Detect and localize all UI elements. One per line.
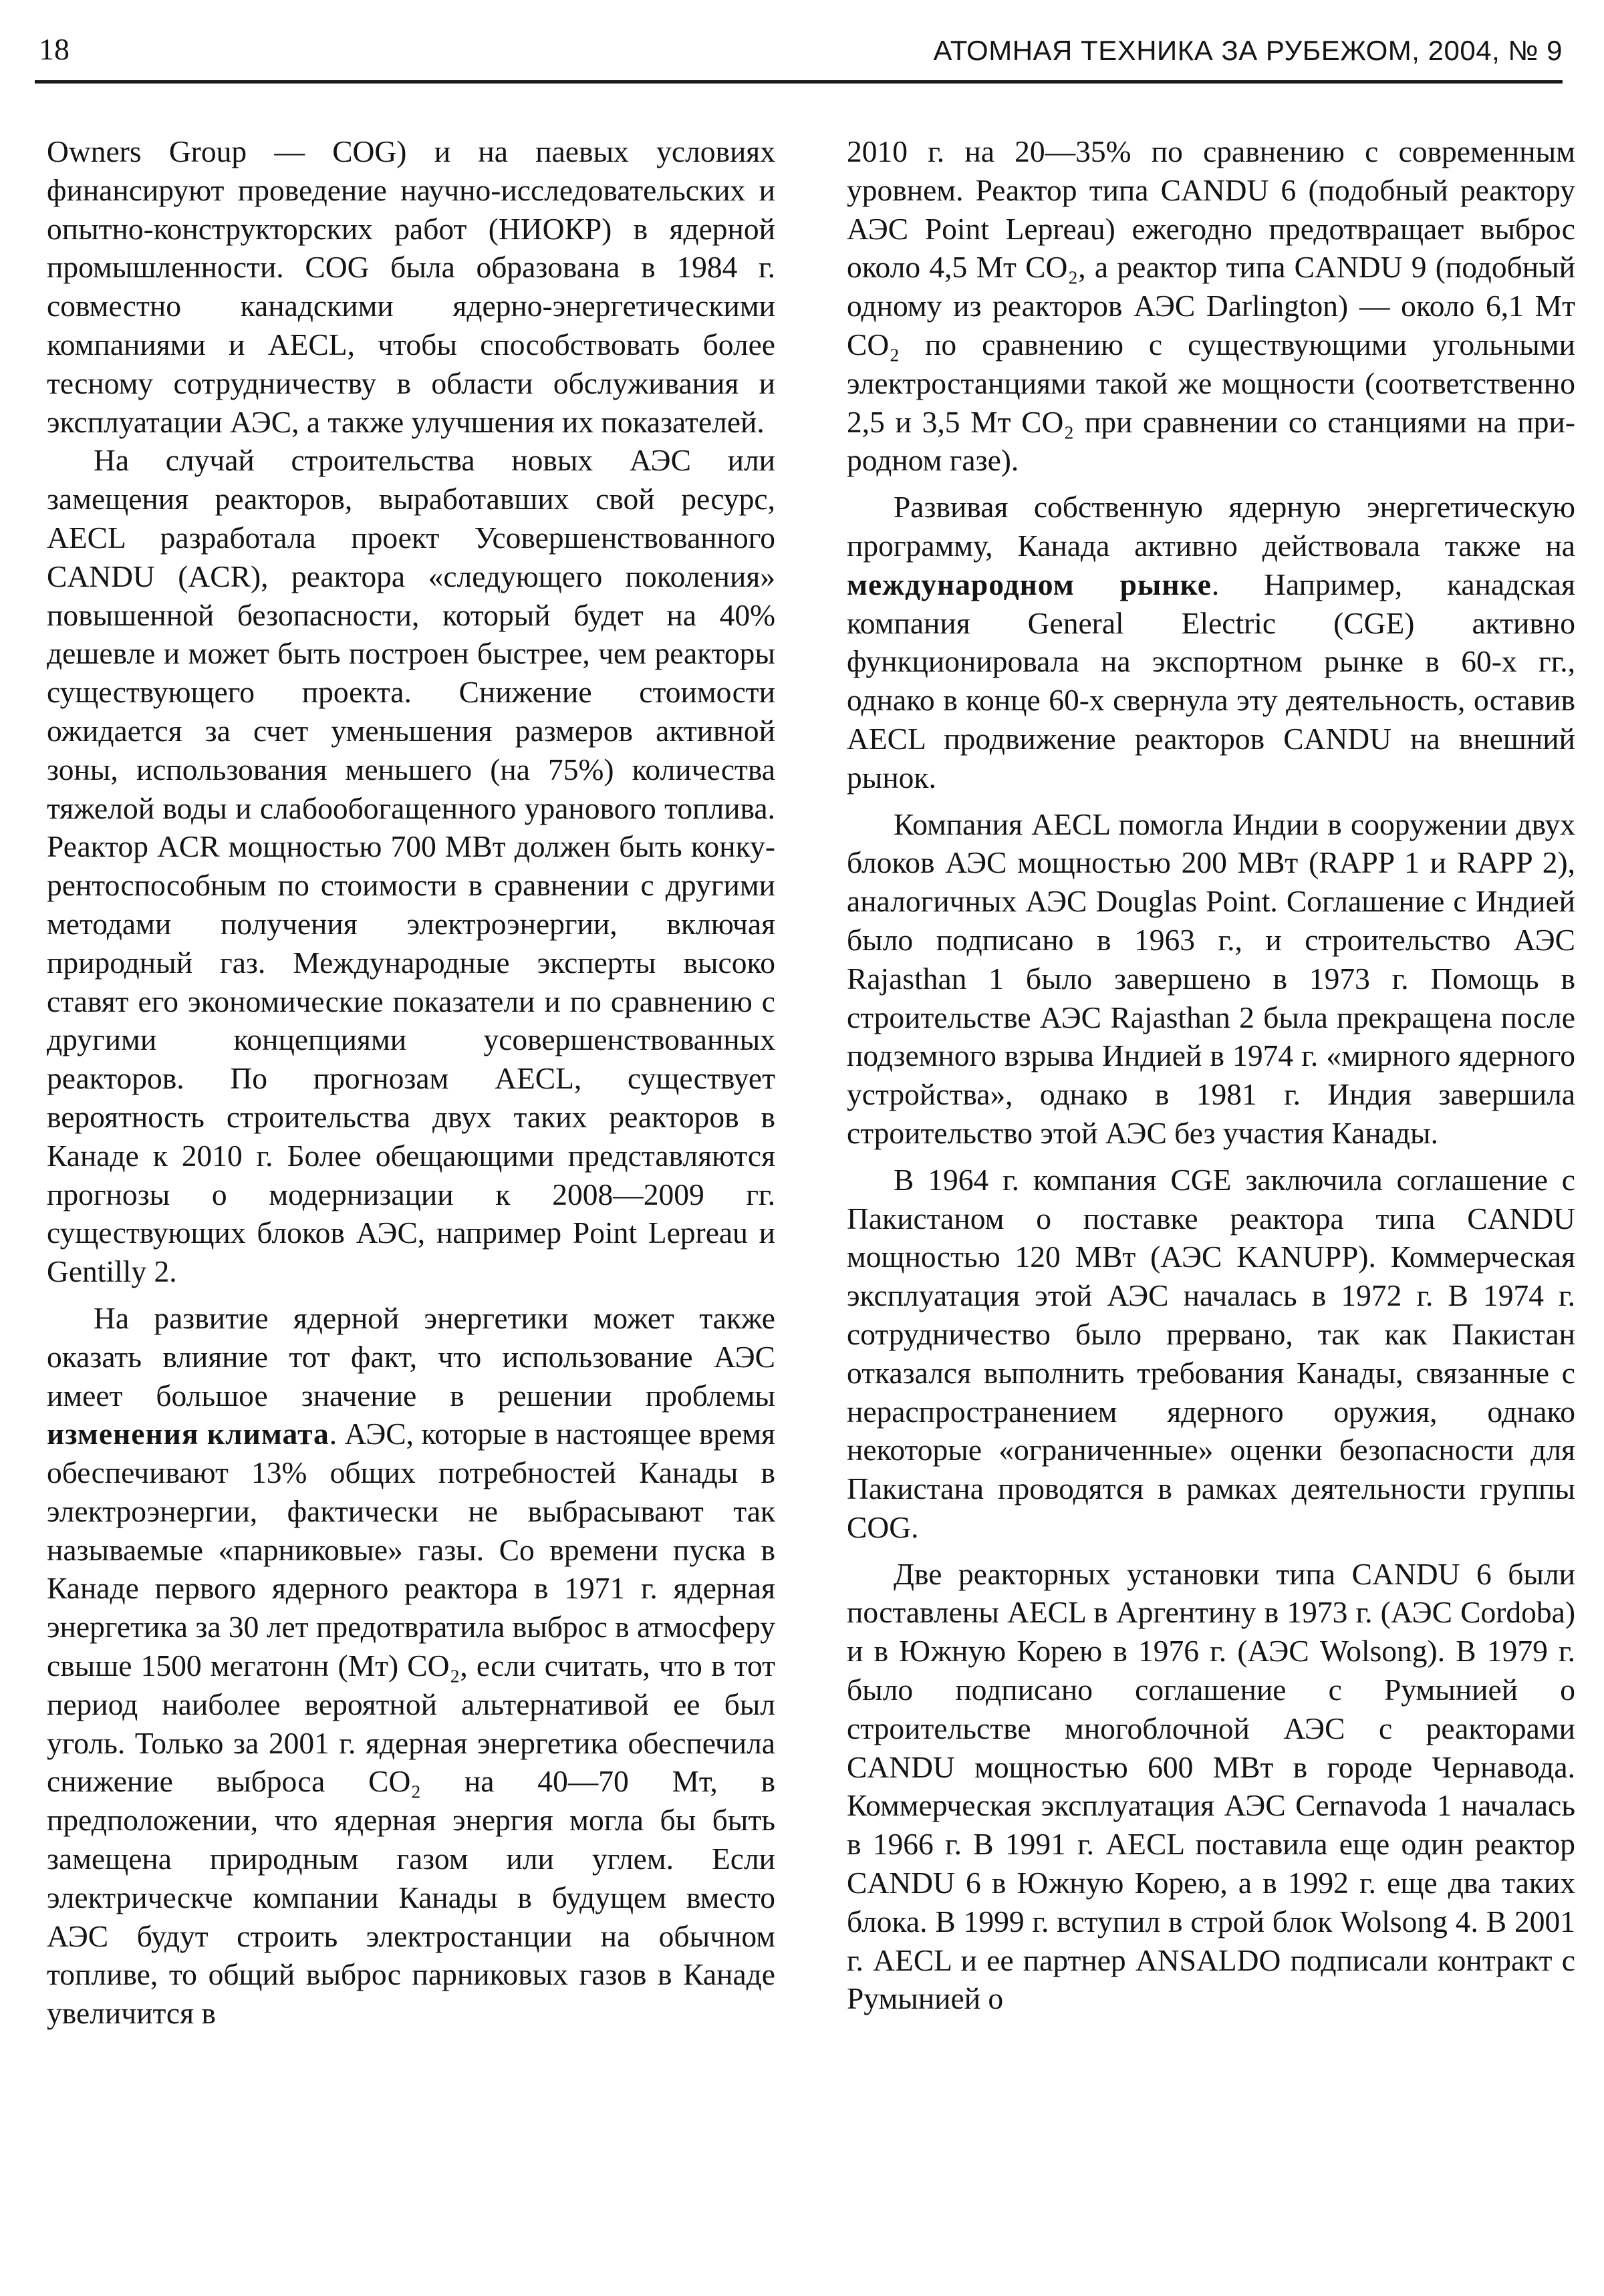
paragraph (847, 488, 1575, 797)
paragraph: В 1964 г. компания CGE заключила соглашение с Пакистаном о поставке реактора типа CANDU мощностью 120 МВт (АЭС KANUPP). Коммерческая эксплуатация этой АЭС началась в 1972 г. В 1974 г. сотрудничество было прервано, так как Пакистан отказался выполнить требования Канады, связанные с нераспространением ядерного оружия, однако некоторые «ограниченные» оценки безопасности для Пакистана проводятся в рамках деятельности группы COG. (847, 1162, 1575, 1544)
paragraph: 2010 г. на 20—35% по сравнению с современным уровнем. Реактор типа CANDU 6 (подобный реактору АЭС Point Lepreau) ежегодно предотвращает выброс около 4,5 Мт CO₂, а реактор типа CANDU 9 (подобный одному из реакторов АЭС Darlington) — около 6,1 Мт CO₂ по сравнению с существующими угольными электростанциями такой же мощности (соответственно 2,5 и 3,5 Мт CO₂ при сравнении со станциями на природном газе). (847, 134, 1575, 478)
right-column (847, 132, 1575, 2018)
text-run: . АЭС, которые в настоящее время обеспечивают 13% общих потребностей Канады в электроэнергии, фактически не выбрасывают так называемые «парниковые» газы. Со времени пуска в Канаде первого ядерного реактора в 1971 г. ядерная энергетика за 30 лет предотвратила выброс в атмосферу свыше 1500 мегатонн (Мт) CO₂, если считать, что в тот период наиболее вероятной альтернативой ее был уголь. Только за 2001 г. ядерная энергетика обеспечила снижение выброса CO₂ на 40—70 Мт, в предположении, что ядерная энергия могла бы быть замещена природным газом или углем. Если электрическче компании Канады в будущем вместо АЭС будут строить электростанции на обычном топливе, то общий выброс парниковых газов в Канаде увеличится в (47, 1417, 775, 2031)
paragraph: На случай строительства новых АЭС или замещения реакторов, выработавших свой ресурс, AECL разработала проект Усовершенствованного CANDU (ACR), реактора «следующего поколения» повышенной безопасности, который будет на 40% дешевле и может быть построен быстрее, чем реакторы существующего проекта. Снижение стоимости ожидается за счет уменьшения размеров активной зоны, использования меньшего (на 75%) количества тяжелой воды и слабообогащенного уранового топлива. Реактор ACR мощностью 700 МВт должен быть конкурентоспособным по стоимости в сравнении с другими методами получения электроэнергии, включая природный газ. Международные эксперты высоко ставят его экономические показатели и по сравнению с другими концепциями усовершенствованных реакторов. По прогнозам AECL, существует вероятность строительства двух таких реакторов в Канаде к 2010 г. Более обещающими представляются прогнозы о модернизации к 2008—2009 гг. существующих блоков АЭС, например Point Lepreau и Gentilly 2. (47, 443, 775, 1289)
paragraph: Owners Group — COG) и на паевых условиях финансируют проведение научно-исследовательских и опытно-конструкторских работ (НИОКР) в ядерной промышленности. COG была образована в 1984 г. совместно канадскими ядерно-энергетическими компаниями и AECL, чтобы способствовать более тесному сотрудничеству в области обслуживания и эксплуатации АЭС, а также улучшения их показателей. (47, 134, 775, 439)
bold-term: международном рынке (847, 567, 1212, 601)
paragraph: Компания AECL помогла Индии в сооружении двух блоков АЭС мощностью 200 МВт (RAPP 1 и RAPP 2), аналогичных АЭС Douglas Point. Соглашение с Индией было подписано в 1963 г., и строительство АЭС Rajasthan 1 было завершено в 1973 г. Помощь в строительстве АЭС Rajasthan 2 была прекращена после подземного взрыва Индией в 1974 г. «мирного ядерного устройства», однако в 1981 г. Индия завершила строительство этой АЭС без участия Канады. (847, 807, 1575, 1150)
text-run: . Например, канадская компания General Electric (CGE) активно функционировала на экспортном рынке в 60-х гг., однако в конце 60-х свернула эту деятельность, оставив AECL продвижение реакторов CANDU на внешний рынок. (847, 567, 1576, 795)
left-column (47, 132, 775, 2033)
journal-title: АТОМНАЯ ТЕХНИКА ЗА РУБЕЖОМ, 2004, № 9 (933, 35, 1563, 66)
paragraph (47, 1299, 775, 2033)
paragraph: Две реакторных установки типа CANDU 6 были поставлены AECL в Аргентину в 1973 г. (АЭС Cordoba) и в Южную Корею в 1976 г. (АЭС Wolsong). В 1979 г. было подписано соглашение с Румынией о строительстве многоблочной АЭС с реакторами CANDU мощностью 600 МВт в городе Чернавода. Коммерческая эксплуатация АЭС Cernavoda 1 началась в 1966 г. В 1991 г. AECL поставила еще один реактор CANDU 6 в Южную Корею, а в 1992 г. еще два таких блока. В 1999 г. вступил в строй блок Wolsong 4. В 2001 г. AECL и ее партнер ANSALDO подписали контракт с Румынией о (847, 1556, 1575, 2016)
page-number: 18 (39, 32, 70, 66)
text-run: На развитие ядерной энергетики может также оказать влияние тот факт, что использование АЭС имеет большое значение в решении проблемы (47, 1300, 775, 1413)
bold-term: изменения климата (47, 1417, 329, 1451)
text-run: Развивая собственную ядерную энергетическую программу, Канада активно действовала также на (847, 490, 1575, 563)
page-header (35, 25, 1563, 84)
